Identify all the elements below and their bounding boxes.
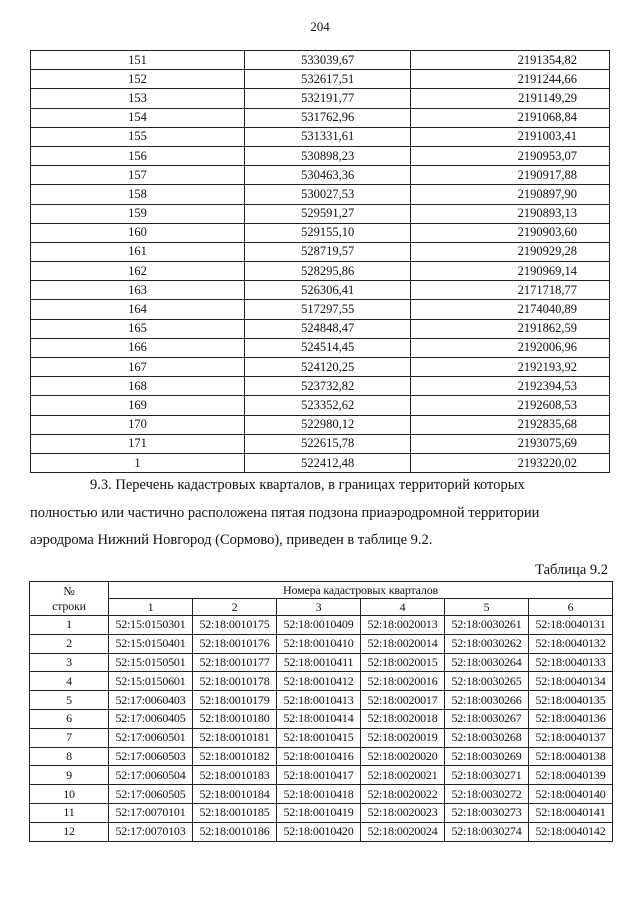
x-coordinate-cell: 522412,48 (245, 453, 411, 472)
cadastral-quarter-cell: 52:18:0010175 (193, 616, 277, 635)
cadastral-quarter-cell: 52:18:0010409 (277, 616, 361, 635)
cadastral-quarter-cell: 52:18:0010417 (277, 766, 361, 785)
cadastral-quarter-cell: 52:18:0010412 (277, 672, 361, 691)
table-row (30, 691, 613, 710)
table-row (30, 822, 613, 841)
row-number-cell: 10 (30, 785, 109, 804)
y-coordinate-cell: 2191003,41 (411, 127, 610, 146)
x-coordinate-cell: 530898,23 (245, 146, 411, 165)
cadastral-quarter-cell: 52:17:0060405 (109, 709, 193, 728)
y-coordinate-cell: 2192835,68 (411, 415, 610, 434)
cadastral-quarter-cell: 52:18:0030274 (445, 822, 529, 841)
column-number-header: 3 (277, 599, 361, 616)
y-coordinate-cell: 2190903,60 (411, 223, 610, 242)
row-number-cell: 8 (30, 747, 109, 766)
table-row (31, 223, 610, 242)
cadastral-quarter-cell: 52:18:0020018 (361, 709, 445, 728)
cadastral-quarter-cell: 52:18:0010181 (193, 728, 277, 747)
cadastral-quarter-cell: 52:18:0040141 (529, 803, 613, 822)
table-row (31, 396, 610, 415)
point-number-cell: 166 (31, 338, 245, 357)
x-coordinate-cell: 522615,78 (245, 434, 411, 453)
cadastral-quarter-cell: 52:18:0010185 (193, 803, 277, 822)
table-row (31, 166, 610, 185)
cadastral-quarter-cell: 52:17:0060504 (109, 766, 193, 785)
column-number-header: 6 (529, 599, 613, 616)
cadastral-quarter-cell: 52:15:0150301 (109, 616, 193, 635)
y-coordinate-cell: 2191068,84 (411, 108, 610, 127)
point-number-cell: 158 (31, 185, 245, 204)
cadastral-quarter-cell: 52:18:0010180 (193, 709, 277, 728)
row-number-cell: 4 (30, 672, 109, 691)
cadastral-quarter-cell: 52:18:0010186 (193, 822, 277, 841)
x-coordinate-cell: 531762,96 (245, 108, 411, 127)
cadastral-quarter-cell: 52:18:0010178 (193, 672, 277, 691)
table-row (30, 728, 613, 747)
cadastral-quarter-cell: 52:18:0010416 (277, 747, 361, 766)
cadastral-quarter-cell: 52:18:0010410 (277, 634, 361, 653)
point-number-cell: 165 (31, 319, 245, 338)
table-row (31, 146, 610, 165)
cadastral-quarter-cell: 52:18:0010177 (193, 653, 277, 672)
y-coordinate-cell: 2191354,82 (411, 51, 610, 70)
cadastral-quarter-cell: 52:18:0040132 (529, 634, 613, 653)
cadastral-quarter-cell: 52:18:0030261 (445, 616, 529, 635)
group-header: Номера кадастровых кварталов (109, 582, 613, 599)
y-coordinate-cell: 2190953,07 (411, 146, 610, 165)
cadastral-quarter-cell: 52:18:0040135 (529, 691, 613, 710)
cadastral-quarter-cell: 52:18:0010418 (277, 785, 361, 804)
cadastral-quarter-cell: 52:18:0010411 (277, 653, 361, 672)
cadastral-quarter-cell: 52:17:0070103 (109, 822, 193, 841)
cadastral-quarter-cell: 52:18:0030266 (445, 691, 529, 710)
y-coordinate-cell: 2192006,96 (411, 338, 610, 357)
cadastral-quarter-cell: 52:18:0020016 (361, 672, 445, 691)
cadastral-quarter-cell: 52:18:0020015 (361, 653, 445, 672)
row-number-cell: 9 (30, 766, 109, 785)
point-number-cell: 168 (31, 377, 245, 396)
point-number-cell: 171 (31, 434, 245, 453)
x-coordinate-cell: 530463,36 (245, 166, 411, 185)
table-row (31, 242, 610, 261)
row-number-header (30, 582, 109, 616)
y-coordinate-cell: 2193220,02 (411, 453, 610, 472)
table-row (30, 634, 613, 653)
table-row (31, 108, 610, 127)
cadastral-quarter-cell: 52:17:0060505 (109, 785, 193, 804)
cadastral-quarter-cell: 52:18:0010183 (193, 766, 277, 785)
cadastral-quarter-cell: 52:17:0070101 (109, 803, 193, 822)
point-number-cell: 156 (31, 146, 245, 165)
cadastral-quarter-cell: 52:17:0060501 (109, 728, 193, 747)
column-number-header: 2 (193, 599, 277, 616)
cadastral-quarter-cell: 52:18:0040142 (529, 822, 613, 841)
table-row (31, 434, 610, 453)
column-number-header: 1 (109, 599, 193, 616)
paragraph-line: полностью или частично расположена пятая подзона приаэродромной территории (30, 504, 540, 521)
x-coordinate-cell: 530027,53 (245, 185, 411, 204)
y-coordinate-cell: 2174040,89 (411, 300, 610, 319)
cadastral-quarters-table (29, 581, 613, 842)
x-coordinate-cell: 524514,45 (245, 338, 411, 357)
cadastral-quarter-cell: 52:18:0020014 (361, 634, 445, 653)
cadastral-quarter-cell: 52:18:0020019 (361, 728, 445, 747)
coordinates-table (30, 50, 610, 473)
point-number-cell: 151 (31, 51, 245, 70)
cadastral-quarter-cell: 52:18:0020017 (361, 691, 445, 710)
x-coordinate-cell: 529155,10 (245, 223, 411, 242)
cadastral-quarter-cell: 52:18:0030268 (445, 728, 529, 747)
y-coordinate-cell: 2171718,77 (411, 281, 610, 300)
cadastral-quarter-cell: 52:18:0030267 (445, 709, 529, 728)
cadastral-quarter-cell: 52:18:0040138 (529, 747, 613, 766)
cadastral-quarter-cell: 52:18:0020021 (361, 766, 445, 785)
point-number-cell: 153 (31, 89, 245, 108)
point-number-cell: 160 (31, 223, 245, 242)
y-coordinate-cell: 2190917,88 (411, 166, 610, 185)
table-row (31, 204, 610, 223)
cadastral-quarter-cell: 52:18:0040134 (529, 672, 613, 691)
cadastral-quarter-cell: 52:18:0030271 (445, 766, 529, 785)
point-number-cell: 170 (31, 415, 245, 434)
point-number-cell: 157 (31, 166, 245, 185)
x-coordinate-cell: 517297,55 (245, 300, 411, 319)
table-row (31, 281, 610, 300)
y-coordinate-cell: 2191862,59 (411, 319, 610, 338)
cadastral-quarter-cell: 52:18:0030272 (445, 785, 529, 804)
row-number-cell: 1 (30, 616, 109, 635)
x-coordinate-cell: 524848,47 (245, 319, 411, 338)
table-row (30, 766, 613, 785)
cadastral-quarter-cell: 52:18:0010420 (277, 822, 361, 841)
row-number-cell: 7 (30, 728, 109, 747)
point-number-cell: 167 (31, 358, 245, 377)
y-coordinate-cell: 2190897,90 (411, 185, 610, 204)
table-row (30, 785, 613, 804)
cadastral-quarter-cell: 52:15:0150501 (109, 653, 193, 672)
table-row (31, 377, 610, 396)
table-row (31, 358, 610, 377)
cadastral-quarter-cell: 52:18:0010414 (277, 709, 361, 728)
table-row (31, 453, 610, 472)
cadastral-quarter-cell: 52:18:0020020 (361, 747, 445, 766)
table-row (30, 747, 613, 766)
x-coordinate-cell: 531331,61 (245, 127, 411, 146)
cadastral-quarter-cell: 52:18:0030264 (445, 653, 529, 672)
x-coordinate-cell: 522980,12 (245, 415, 411, 434)
cadastral-quarter-cell: 52:18:0030265 (445, 672, 529, 691)
table-row (30, 709, 613, 728)
x-coordinate-cell: 532617,51 (245, 70, 411, 89)
paragraph-line: аэродрома Нижний Новгород (Сормово), приведен в таблице 9.2. (30, 532, 433, 548)
paragraph-line: 9.3. Перечень кадастровых кварталов, в границах территорий которых (90, 477, 525, 493)
table-row (31, 89, 610, 108)
row-number-cell: 11 (30, 803, 109, 822)
point-number-cell: 162 (31, 262, 245, 281)
x-coordinate-cell: 528295,86 (245, 262, 411, 281)
y-coordinate-cell: 2190969,14 (411, 262, 610, 281)
cadastral-quarter-cell: 52:18:0020022 (361, 785, 445, 804)
cadastral-quarter-cell: 52:18:0010179 (193, 691, 277, 710)
x-coordinate-cell: 526306,41 (245, 281, 411, 300)
point-number-cell: 152 (31, 70, 245, 89)
table-row (30, 653, 613, 672)
cadastral-quarter-cell: 52:15:0150401 (109, 634, 193, 653)
row-number-cell: 2 (30, 634, 109, 653)
point-number-cell: 161 (31, 242, 245, 261)
point-number-cell: 164 (31, 300, 245, 319)
y-coordinate-cell: 2191244,66 (411, 70, 610, 89)
cadastral-quarter-cell: 52:18:0020023 (361, 803, 445, 822)
point-number-cell: 169 (31, 396, 245, 415)
table-row (31, 51, 610, 70)
y-coordinate-cell: 2192608,53 (411, 396, 610, 415)
x-coordinate-cell: 529591,27 (245, 204, 411, 223)
table-row (31, 300, 610, 319)
row-number-cell: 12 (30, 822, 109, 841)
point-number-cell: 159 (31, 204, 245, 223)
cadastral-quarter-cell: 52:18:0040131 (529, 616, 613, 635)
x-coordinate-cell: 532191,77 (245, 89, 411, 108)
table-row (31, 70, 610, 89)
point-number-cell: 1 (31, 453, 245, 472)
table-row (31, 319, 610, 338)
row-number-cell: 6 (30, 709, 109, 728)
table-row (31, 262, 610, 281)
cadastral-quarter-cell: 52:18:0030262 (445, 634, 529, 653)
y-coordinate-cell: 2190893,13 (411, 204, 610, 223)
table-row (31, 127, 610, 146)
x-coordinate-cell: 528719,57 (245, 242, 411, 261)
y-coordinate-cell: 2192394,53 (411, 377, 610, 396)
cadastral-quarter-cell: 52:18:0040136 (529, 709, 613, 728)
point-number-cell: 155 (31, 127, 245, 146)
cadastral-quarter-cell: 52:18:0010419 (277, 803, 361, 822)
x-coordinate-cell: 524120,25 (245, 358, 411, 377)
table-row (30, 803, 613, 822)
table-row (30, 672, 613, 691)
row-number-header-symbol: № (63, 583, 75, 598)
cadastral-quarter-cell: 52:17:0060403 (109, 691, 193, 710)
cadastral-quarter-cell: 52:18:0010176 (193, 634, 277, 653)
cadastral-quarter-cell: 52:18:0040137 (529, 728, 613, 747)
y-coordinate-cell: 2193075,69 (411, 434, 610, 453)
point-number-cell: 163 (31, 281, 245, 300)
page-number: 204 (310, 19, 330, 34)
cadastral-quarter-cell: 52:18:0010182 (193, 747, 277, 766)
x-coordinate-cell: 523732,82 (245, 377, 411, 396)
y-coordinate-cell: 2192193,92 (411, 358, 610, 377)
cadastral-quarter-cell: 52:18:0030269 (445, 747, 529, 766)
cadastral-quarter-cell: 52:17:0060503 (109, 747, 193, 766)
table-caption: Таблица 9.2 (535, 562, 608, 578)
cadastral-quarter-cell: 52:18:0040139 (529, 766, 613, 785)
cadastral-quarter-cell: 52:18:0010184 (193, 785, 277, 804)
cadastral-quarter-cell: 52:15:0150601 (109, 672, 193, 691)
cadastral-quarter-cell: 52:18:0040133 (529, 653, 613, 672)
table-row (31, 415, 610, 434)
point-number-cell: 154 (31, 108, 245, 127)
cadastral-quarter-cell: 52:18:0020013 (361, 616, 445, 635)
cadastral-quarter-cell: 52:18:0030273 (445, 803, 529, 822)
table-row (31, 338, 610, 357)
table-row (30, 616, 613, 635)
row-number-cell: 3 (30, 653, 109, 672)
cadastral-quarter-cell: 52:18:0010415 (277, 728, 361, 747)
row-number-cell: 5 (30, 691, 109, 710)
column-number-header: 4 (361, 599, 445, 616)
x-coordinate-cell: 523352,62 (245, 396, 411, 415)
cadastral-quarter-cell: 52:18:0020024 (361, 822, 445, 841)
table-row (31, 185, 610, 204)
cadastral-quarter-cell: 52:18:0040140 (529, 785, 613, 804)
x-coordinate-cell: 533039,67 (245, 51, 411, 70)
cadastral-quarter-cell: 52:18:0010413 (277, 691, 361, 710)
paragraph-9-3 (30, 472, 610, 555)
y-coordinate-cell: 2190929,28 (411, 242, 610, 261)
row-number-header-word: строки (52, 598, 86, 613)
y-coordinate-cell: 2191149,29 (411, 89, 610, 108)
column-number-header: 5 (445, 599, 529, 616)
